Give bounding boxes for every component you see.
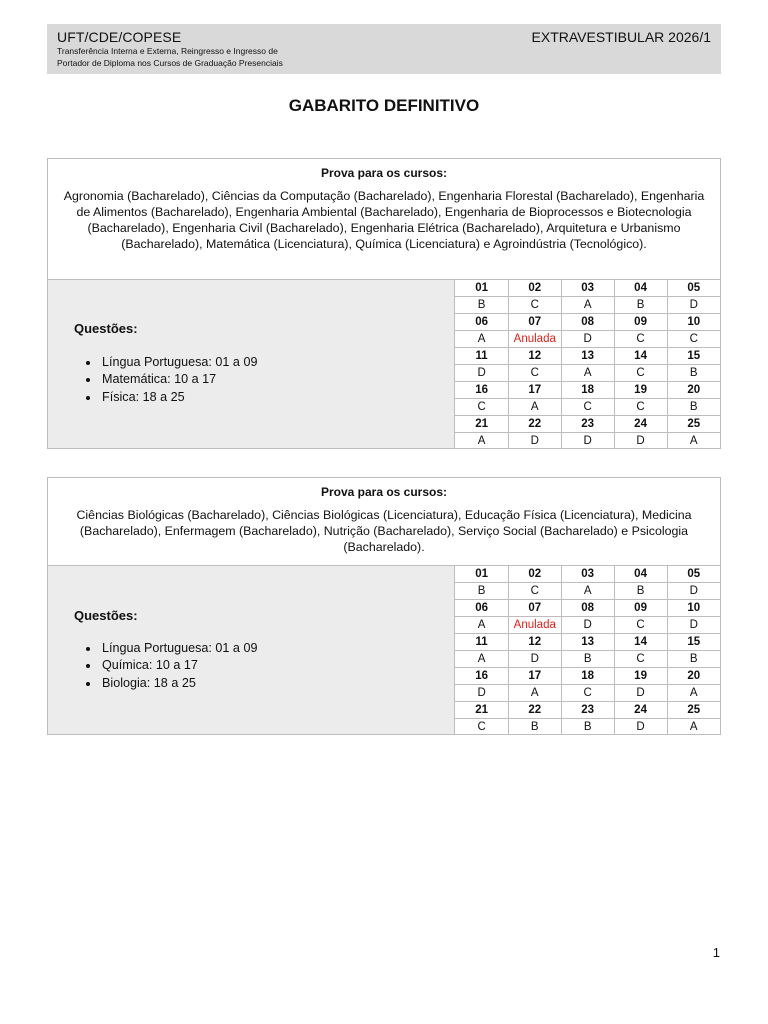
number-row (455, 668, 720, 685)
prova-label: Prova para os cursos: (320, 485, 448, 499)
answer-cell: B (455, 583, 508, 600)
question-number: 07 (508, 600, 561, 617)
answer-cell: D (614, 685, 667, 702)
question-number: 14 (614, 634, 667, 651)
subject-item: • Biologia: 18 a 25 (100, 675, 257, 692)
question-number: 17 (508, 668, 561, 685)
prova-label: Prova para os cursos: (320, 166, 448, 180)
answer-cell: C (561, 399, 614, 416)
answer-block-1 (47, 158, 721, 449)
answer-cell: D (455, 685, 508, 702)
number-row (455, 382, 720, 399)
answer-cell: C (614, 399, 667, 416)
question-number: 06 (455, 314, 508, 331)
number-row (455, 348, 720, 365)
answer-cell: D (667, 617, 720, 634)
answer-row (455, 297, 720, 314)
answer-cell: D (508, 433, 561, 450)
header-org: UFT/CDE/COPESE (57, 29, 182, 45)
answer-row (455, 583, 720, 600)
question-number: 13 (561, 634, 614, 651)
question-number: 09 (614, 314, 667, 331)
question-number: 06 (455, 600, 508, 617)
courses-list: Ciências Biológicas (Bacharelado), Ciências Biológicas (Licenciatura), Educação Física (Licenciatura), Medicina (Bacharelado), Enfermagem (Bacharelado), Nutrição (Bacharelado), Serviço Social (Bacharelado) e Psicologia (Bacharelado). (76, 508, 692, 554)
answer-cell: C (614, 651, 667, 668)
question-number: 23 (561, 416, 614, 433)
question-number: 11 (455, 348, 508, 365)
question-number: 22 (508, 416, 561, 433)
question-number: 05 (667, 280, 720, 297)
subject-item: • Língua Portuguesa: 01 a 09 (100, 640, 257, 657)
answer-cell: A (455, 651, 508, 668)
question-number: 03 (561, 566, 614, 583)
question-number: 18 (561, 382, 614, 399)
question-number: 04 (614, 566, 667, 583)
question-number: 10 (667, 314, 720, 331)
answer-row (455, 365, 720, 382)
number-row (455, 416, 720, 433)
question-number: 25 (667, 416, 720, 433)
subject-item: • Química: 10 a 17 (100, 657, 257, 674)
question-number: 25 (667, 702, 720, 719)
question-number: 20 (667, 382, 720, 399)
answer-cell: D (561, 433, 614, 450)
answer-cell: A (455, 331, 508, 348)
answer-block-2 (47, 477, 721, 735)
answer-cell: C (508, 583, 561, 600)
answer-cell: A (561, 583, 614, 600)
question-number: 09 (614, 600, 667, 617)
answer-cell: A (455, 617, 508, 634)
document-header (47, 24, 721, 74)
answer-cell: D (614, 433, 667, 450)
courses-list: Agronomia (Bacharelado), Ciências da Computação (Bacharelado), Engenharia Florestal (Bacharelado), Engenharia de Alimentos (Bacharelado), Engenharia Ambiental (Bacharelado), Engenharia de Bioprocessos e Biotecnologia (Bacharelado), Engenharia Civil (Bacharelado), Engenharia Elétrica (Bacharelado), Arquitetura e Urbanismo (Bacharelado), Matemática (Licenciatura), Química (Licenciatura) e Agroindústria (Tecnológico). (63, 189, 705, 251)
answer-cell: D (508, 651, 561, 668)
question-number: 05 (667, 566, 720, 583)
answer-row (455, 651, 720, 668)
question-number: 23 (561, 702, 614, 719)
subject-item: • Matemática: 10 a 17 (100, 371, 257, 388)
question-number: 01 (455, 566, 508, 583)
answer-grid (455, 566, 720, 735)
courses-section (48, 478, 720, 566)
answer-cell: C (455, 719, 508, 736)
answer-cell: B (614, 583, 667, 600)
answer-cell: A (455, 433, 508, 450)
answer-row (455, 331, 720, 348)
number-row (455, 280, 720, 297)
question-number: 19 (614, 668, 667, 685)
question-number: 19 (614, 382, 667, 399)
question-number: 12 (508, 634, 561, 651)
answer-cell: B (508, 719, 561, 736)
answer-cell: B (561, 719, 614, 736)
answer-cell: C (508, 365, 561, 382)
answer-cell: D (667, 297, 720, 314)
question-number: 16 (455, 668, 508, 685)
question-number: 22 (508, 702, 561, 719)
answer-cell: C (508, 297, 561, 314)
question-number: 13 (561, 348, 614, 365)
question-number: 07 (508, 314, 561, 331)
answer-cell: B (667, 365, 720, 382)
number-row (455, 600, 720, 617)
answer-cell: A (667, 433, 720, 450)
question-number: 10 (667, 600, 720, 617)
question-number: 21 (455, 416, 508, 433)
subject-item: • Língua Portuguesa: 01 a 09 (100, 354, 257, 371)
answer-cell: B (614, 297, 667, 314)
page-number: 1 (712, 945, 720, 960)
question-number: 02 (508, 566, 561, 583)
question-number: 11 (455, 634, 508, 651)
answer-cell: C (614, 331, 667, 348)
header-subtitle-line2: Portador de Diploma nos Cursos de Graduação Presenciais (57, 57, 283, 68)
answer-cell: B (667, 651, 720, 668)
number-row (455, 566, 720, 583)
answer-cell: C (667, 331, 720, 348)
question-number: 02 (508, 280, 561, 297)
questions-section (48, 280, 720, 448)
answer-grid (455, 280, 720, 449)
questions-pane (48, 280, 455, 448)
header-exam: EXTRAVESTIBULAR 2026/1 (531, 29, 711, 45)
header-subtitle-line1: Transferência Interna e Externa, Reingresso e Ingresso de (57, 46, 278, 56)
answer-cell: D (614, 719, 667, 736)
answer-row (455, 719, 720, 736)
annulled-answer-cell: Anulada (508, 617, 561, 634)
answer-cell: A (508, 399, 561, 416)
answer-cell: B (561, 651, 614, 668)
question-number: 24 (614, 416, 667, 433)
question-number: 03 (561, 280, 614, 297)
question-number: 15 (667, 348, 720, 365)
questions-pane (48, 566, 455, 734)
number-row (455, 314, 720, 331)
questions-title: Questões: (74, 321, 138, 336)
answer-cell: A (508, 685, 561, 702)
answer-cell: D (561, 617, 614, 634)
answer-row (455, 617, 720, 634)
answer-cell: A (561, 365, 614, 382)
question-number: 18 (561, 668, 614, 685)
header-subtitle (57, 46, 397, 69)
answer-cell: A (667, 685, 720, 702)
number-row (455, 634, 720, 651)
annulled-answer-cell: Anulada (508, 331, 561, 348)
answer-cell: B (455, 297, 508, 314)
answer-cell: C (614, 617, 667, 634)
question-number: 21 (455, 702, 508, 719)
answer-cell: D (455, 365, 508, 382)
courses-section (48, 159, 720, 280)
question-number: 08 (561, 600, 614, 617)
question-number: 15 (667, 634, 720, 651)
question-number: 04 (614, 280, 667, 297)
question-number: 01 (455, 280, 508, 297)
answer-cell: C (455, 399, 508, 416)
subject-item: • Física: 18 a 25 (100, 389, 257, 406)
answer-cell: B (667, 399, 720, 416)
answer-cell: D (667, 583, 720, 600)
answer-row (455, 685, 720, 702)
answer-cell: A (667, 719, 720, 736)
questions-section (48, 566, 720, 734)
page-title: GABARITO DEFINITIVO (288, 96, 480, 115)
answer-cell: C (561, 685, 614, 702)
answer-cell: A (561, 297, 614, 314)
answer-cell: C (614, 365, 667, 382)
answer-row (455, 399, 720, 416)
question-number: 12 (508, 348, 561, 365)
answer-row (455, 433, 720, 450)
question-number: 24 (614, 702, 667, 719)
number-row (455, 702, 720, 719)
question-number: 20 (667, 668, 720, 685)
subjects-list (78, 354, 257, 406)
question-number: 17 (508, 382, 561, 399)
questions-title: Questões: (74, 608, 138, 623)
question-number: 16 (455, 382, 508, 399)
subjects-list (78, 640, 257, 692)
answer-cell: D (561, 331, 614, 348)
question-number: 08 (561, 314, 614, 331)
question-number: 14 (614, 348, 667, 365)
